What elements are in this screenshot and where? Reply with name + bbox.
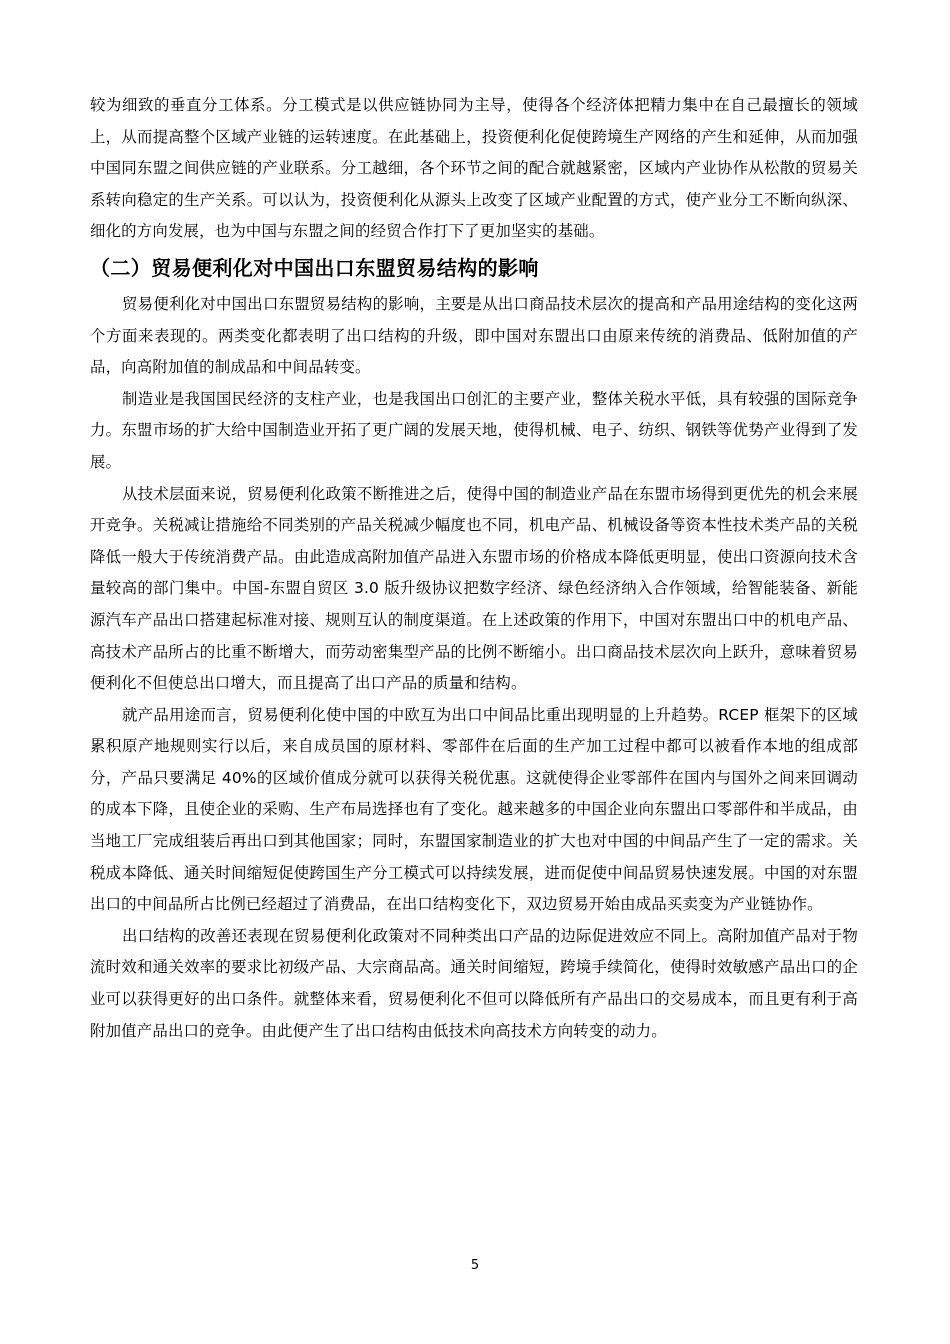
body-paragraph-1: 贸易便利化对中国出口东盟贸易结构的影响，主要是从出口商品技术层次的提高和产品用途结构的变化这两个方面来表现的。两类变化都表明了出口结构的升级，即中国对东盟出口由原来传统的消费品、低附加值的产品，向高附加值的制成品和中间品转变。 xyxy=(90,294,858,377)
page-number: 5 xyxy=(470,1258,480,1273)
continued-paragraph: 较为细致的垂直分工体系。分工模式是以供应链协同为主导，使得各个经济体把精力集中在自己最擅长的领域上，从而提高整个区域产业链的运转速度。在此基础上，投资便利化促使跨境生产网络的产生和延伸，从而加强中国同东盟之间供应链的产业联系。分工越细，各个环节之间的配合就越紧密，区域内产业协作从松散的贸易关系转向稳定的生产关系。可以认为，投资便利化从源头上改变了区域产业配置的方式，使产业分工不断向纵深、细化的方向发展，也为中国与东盟之间的经贸合作打下了更加坚实的基础。 xyxy=(90,96,858,241)
page-body xyxy=(90,90,858,1047)
section-heading: （二）贸易便利化对中国出口东盟贸易结构的影响 xyxy=(90,255,539,280)
body-paragraph-5: 出口结构的改善还表现在贸易便利化政策对不同种类出口产品的边际促进效应不同上。高附加值产品对于物流时效和通关效率的要求比初级产品、大宗商品高。通关时间缩短，跨境手续简化，使得时效敏感产品出口的企业可以获得更好的出口条件。就整体来看，贸易便利化不但可以降低所有产品出口的交易成本，而且更有利于高附加值产品出口的竞争。由此便产生了出口结构由低技术向高技术方向转变的动力。 xyxy=(90,926,858,1040)
body-paragraph-2: 制造业是我国国民经济的支柱产业，也是我国出口创汇的主要产业，整体关税水平低，具有较强的国际竞争力。东盟市场的扩大给中国制造业开拓了更广阔的发展天地，使得机械、电子、纺织、钢铁等优势产业得到了发展。 xyxy=(90,389,858,471)
body-paragraph-4: 就产品用途而言，贸易便利化使中国的中欧互为出口中间品比重出现明显的上升趋势。RCEP 框架下的区域累积原产地规则实行以后，来自成员国的原材料、零部件在后面的生产加工过程中都可以被看作本地的组成部分，产品只要满足 40%的区域价值成分就可以获得关税优惠。这就使得企业零部件在国内与国外之间来回调动的成本下降，且使企业的采购、生产布局选择也有了变化。越来越多的中国企业向东盟出口零部件和半成品，由当地工厂完成组装后再出口到其他国家；同时，东盟国家制造业的扩大也对中国的中间品产生了一定的需求。关税成本降低、通关时间缩短促使跨国生产分工模式可以持续发展，进而促使中间品贸易快速发展。中国的对东盟出口的中间品所占比例已经超过了消费品，在出口结构变化下，双边贸易开始由成品买卖变为产业链协作。 xyxy=(90,705,858,914)
body-paragraph-3: 从技术层面来说，贸易便利化政策不断推进之后，使得中国的制造业产品在东盟市场得到更优先的机会来展开竞争。关税减让措施给不同类别的产品关税减少幅度也不同，机电产品、机械设备等资本性技术类产品的关税降低一般大于传统消费产品。由此造成高附加值产品进入东盟市场的价格成本降低更明显，使出口资源向技术含量较高的部门集中。中国-东盟自贸区 3.0 版升级协议把数字经济、绿色经济纳入合作领域，给智能装备、新能源汽车产品出口搭建起标准对接、规则互认的制度渠道。在上述政策的作用下，中国对东盟出口中的机电产品、高技术产品所占的比重不断增大，而劳动密集型产品的比例不断缩小。出口商品技术层次向上跃升，意味着贸易便利化不但使总出口增大，而且提高了出口产品的质量和结构。 xyxy=(90,484,858,693)
